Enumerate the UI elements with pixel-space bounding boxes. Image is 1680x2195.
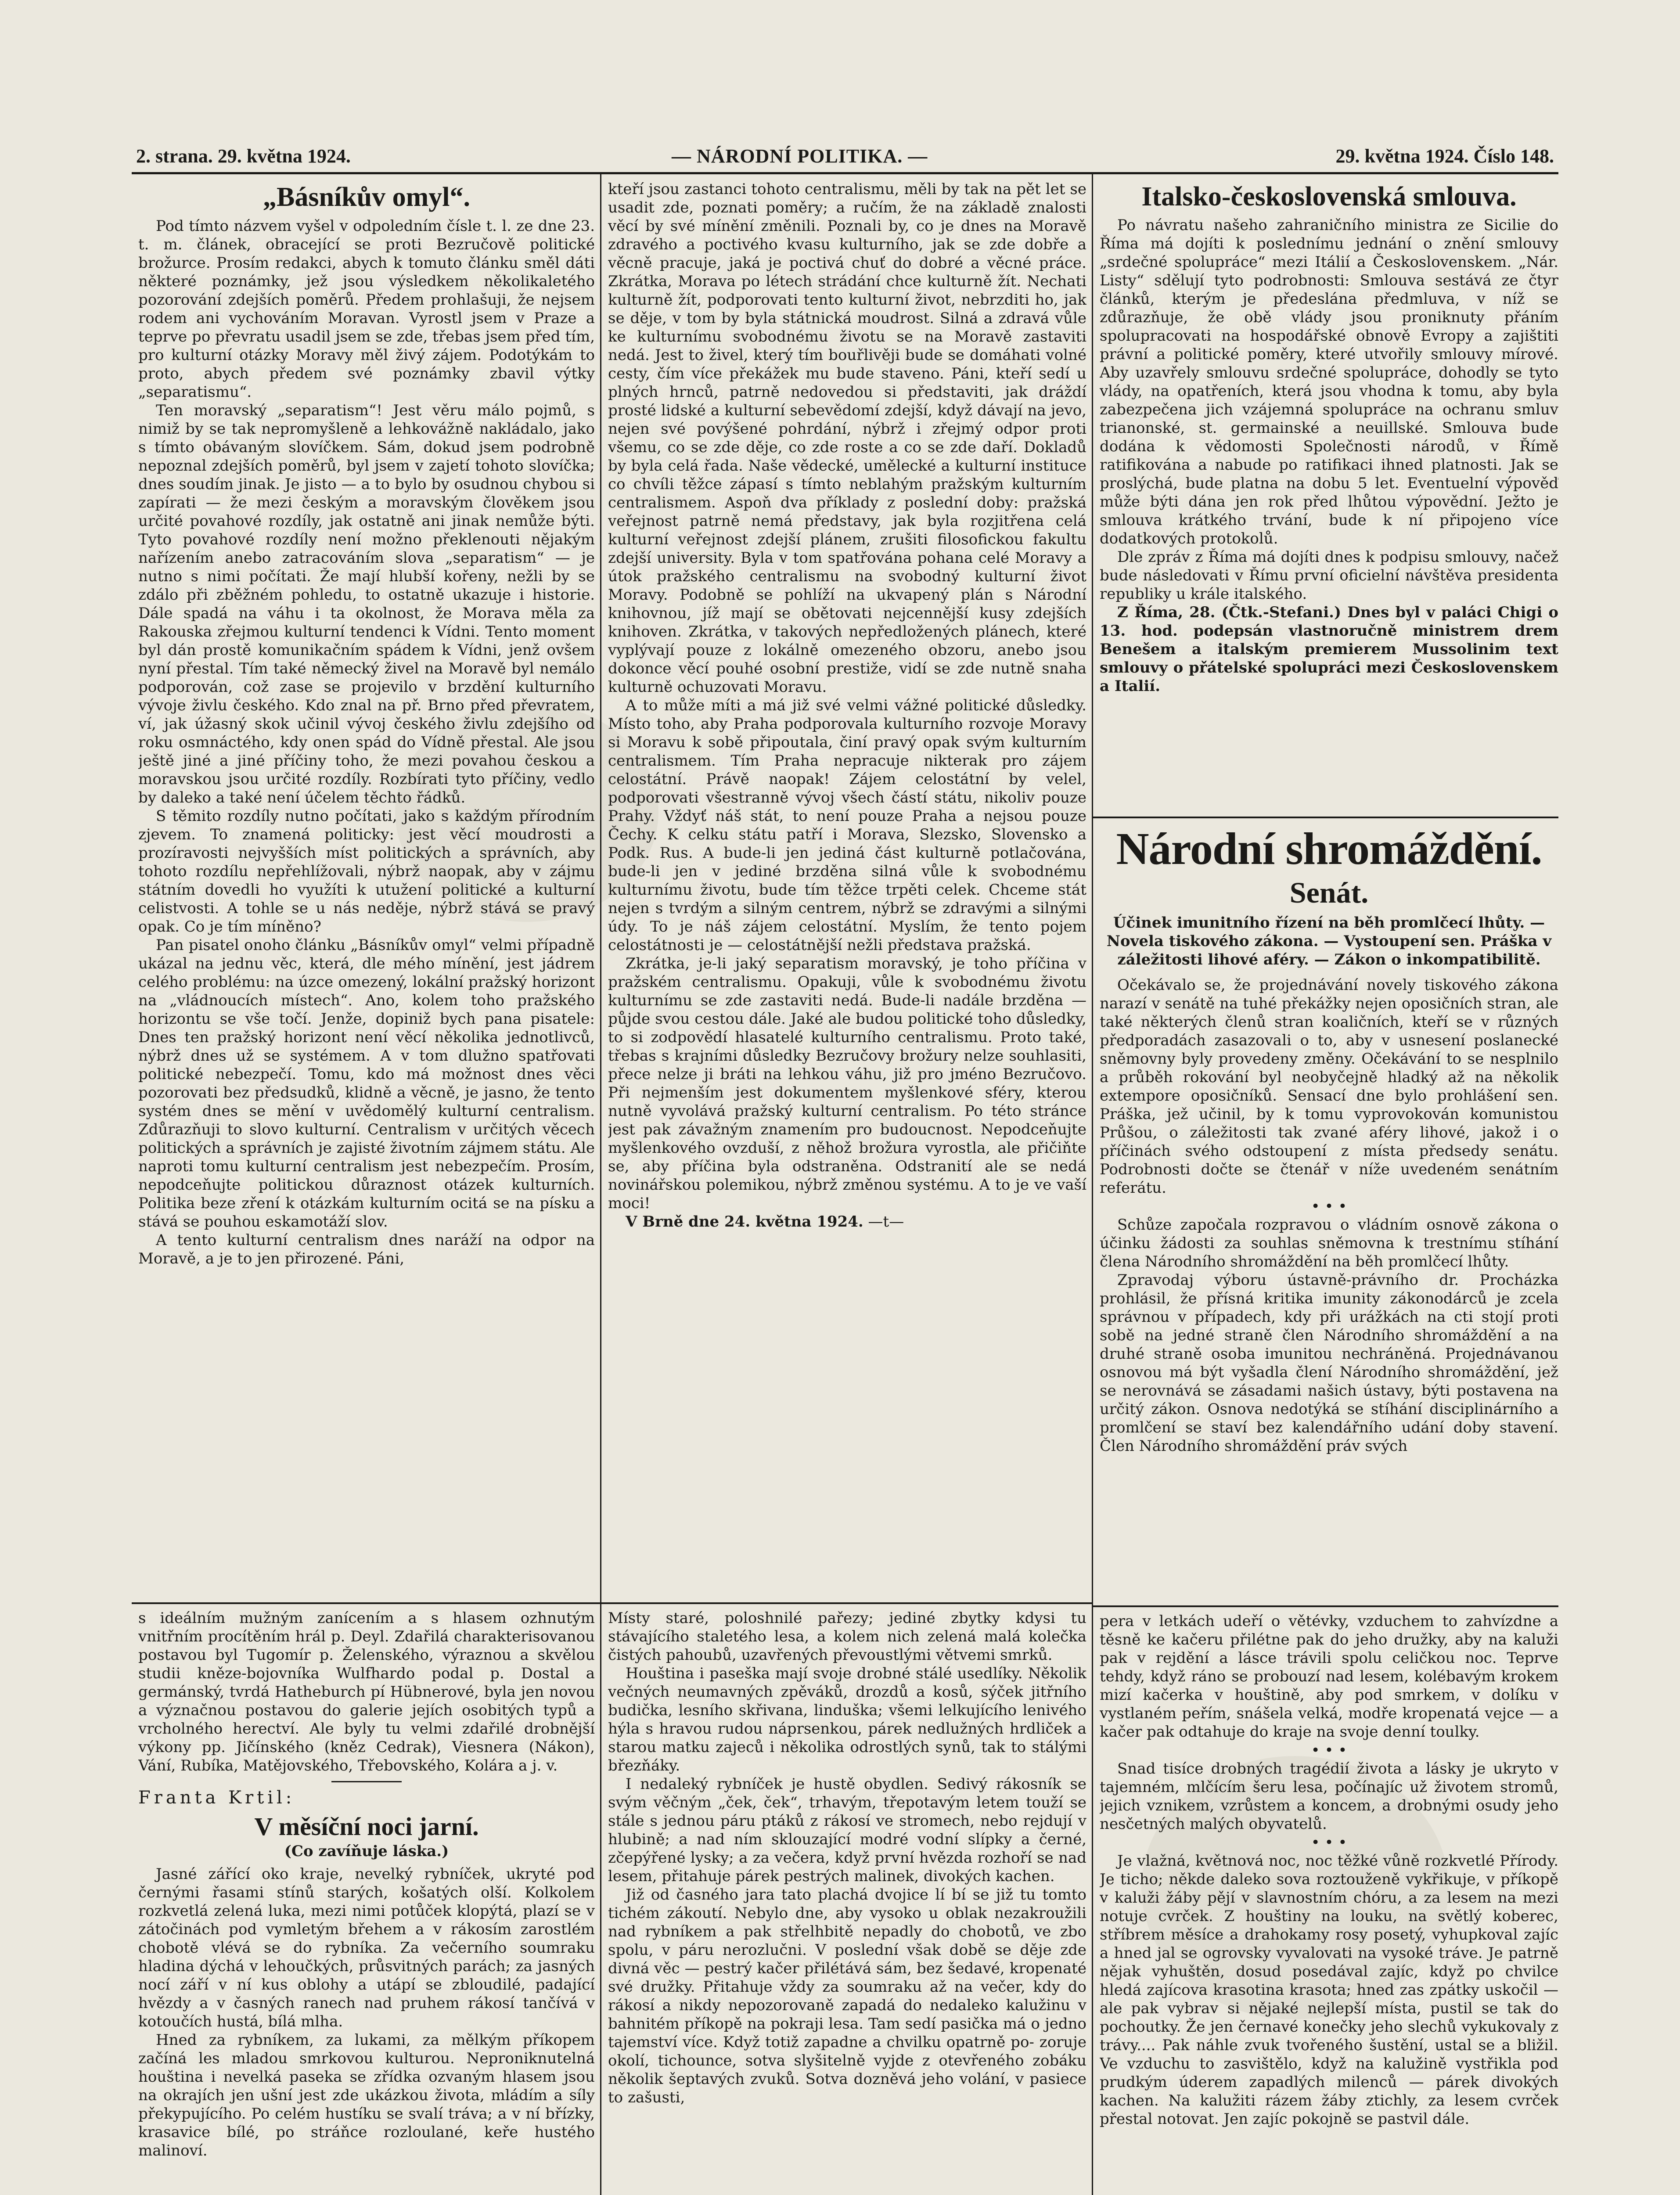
paragraph: s ideálním mužným zanícením a s hlasem ozhnutým vnitřním procítěním hrál p. Deyl. Zdařilá charakterisovanou postavou byl Tugomír p. Želenského, výraznou a skvělou studii kněze-bojovníka Wulfhardo podal p. Dostal a germánský, tvrdá Hatheburch pí Hübnerové, byla jen novou a význačnou postavou do galerie jejích osobitých typů a vrcholného herectví. Ale byly tu velmi zdařilé drobnější výkony pp. Jičínského (kněz Cedrak), Viesnera (Nákon), Vání, Rubíka, Matějovského, Třebovského, Kolára a j. v. bbox=[138, 1609, 595, 1774]
separator bbox=[331, 1781, 402, 1782]
section-rule bbox=[132, 1602, 1092, 1604]
paragraph: Hned za rybníkem, za lukami, za mělkým příkopem začíná les mladou smrkovou kulturou. Neproniknutelná houština i nevelká paseka se zřídka ozvaným hlasem jsou na okrajích jen ušní jest zde ukázkou života, mládím a síly překypujícího. Po celém hustíku se svalí tráva; a v ní břízky, krasavice bílé, po stráňce rozloulané, keře hustého malinoví. bbox=[138, 2031, 595, 2159]
paragraph: Již od časného jara tato plachá dvojice lí bí se již tu tomto tichém zákoutí. Nebylo dne, aby vysoko u oblak nezakroužili nad rybníkem a pak střelhbitě nepadly do chobotů, ve zbo spolu, v páru nerozlučni. V poslední však době se děje zde divná věc — pestrý kačer přilétává sám, bez šedavé, kropenaté své družky. Přitahuje vždy za soumraku až na večer, kdy do rákosí a nikdy nepozorovaně zapadá do nedaleko kalužinu v bahnitém příkopě na pokraji lesa. Tam sedí pasička má o jedno tajemství více. Když totiž zapadne a chvilku opatrně po- zoruje okolí, tichounce, sotva slyšitelně vyjde z otevřeného zobáku několik šeptavých zvuků. Sotva dozněvá jeho volání, v pasiece to zašusti, bbox=[608, 1886, 1086, 2106]
dots-separator: • • • bbox=[1311, 1834, 1347, 1851]
header-date-left: 2. strana. 29. května 1924. bbox=[136, 145, 351, 167]
author: Franta Krtil: bbox=[138, 1788, 295, 1808]
article-smlouva bbox=[1100, 180, 1558, 814]
paragraph: Očekávalo se, že projednávání novely tiskového zákona narazí v senátě na tuhé překážky nejen oposičních stran, ale také některých členů stran koaličních, kteří se v různých předporadách zasazovali o to, aby v usnesení poslanecké sněmovny byly provedeny změny. Očekávání to se nesplnilo a průběh rokování byl neobyčejně hladký až na několik extempore oposičníků. Sensací dne bylo prohlášení sen. Práška, jež učinil, by k tomu vyprovokován komunistou Průšou, o záležitosti tak zvané aféry lihové, jakož i o příčinách svého odstoupení z místa předsedy senátu. Podrobnosti dočte se čtenář v níže uvedeném senátním referátu. bbox=[1100, 976, 1558, 1197]
page-header bbox=[136, 145, 1554, 171]
header-date-right: 29. května 1924. Číslo 148. bbox=[1335, 145, 1554, 167]
paragraph: Dle zpráv z Říma má dojíti dnes k podpisu smlouvy, načež bude následovati v Římu první oficielní návštěva presidenta republiky u krále italského. bbox=[1100, 548, 1558, 603]
header-rule bbox=[132, 172, 1558, 174]
paragraph: Schůze započala rozpravou o vládním osnově zákona o účinku žádosti za souhlas sněmovna k trestnímu stíhání člena Národního shromáždění na běh promlčecí lhůty. bbox=[1100, 1216, 1558, 1270]
feuilleton-col1 bbox=[138, 1609, 595, 2195]
paragraph: pera v letkách udeří o větévky, vzduchem to zahvízdne a těsně ke kačeru přilétne pak do jeho družky, aby na kaluži pak v rejdění a lásce trávili spolu celičkou noc. Teprve tehdy, když ráno se probouzí nad lesem, kolébavým krokem mizí kačerka v houštině, aby pod smrkem, v dolíku v vystlaném peřím, snášela velká, modře kropenatá vejce — a kačer pak odtahuje do kraje na svoje denní toulky. bbox=[1100, 1612, 1558, 1741]
section-rule bbox=[1093, 817, 1558, 818]
feuilleton-subtitle: (Co zavíňuje láska.) bbox=[284, 1842, 449, 1860]
paragraph: Zkrátka, je-li jaký separatism moravský, je toho příčina v pražském centralismu. Opakuji, vůle k svobodnému životu kulturnímu se zde zastaviti nedá. Bude-li nadále brzděna — půjde svou cestou dále. Jaké ale budou politické toho důsledky, to si zodpovědí hlasatelé kulturního centralismu. Proto také, třebas s krajními důsledky Bezručovy brožury nelze souhlasiti, přece nelze ji bráti na lehkou váhu, již pro jméno Bezručovo. Při nejmenším jest dokumentem myšlenkové sféry, kterou nutně vyvolává pražský kulturní centralism. Po této stránce jest pak závažným znamením pro budoucnost. Nepodceňujte myšlenkového ovzduší, z něhož brožura vyrostla, ale přičiňte se, aby příčina byla odstraněna. Odstranití ale se nedá novinářskou polemikou, nýbrž změnou systému. A to je ve vaší moci! bbox=[608, 955, 1086, 1212]
paragraph: S těmito rozdíly nutno počítati, jako s každým přírodním zjevem. To znamená politicky: jest věcí moudrosti a prozíravosti nejvyšších míst politických a správních, aby tohoto rozdílu nepřehlížovali, nýbrž naopak, aby v zájmu státním dovedli ho využíti k utužení politické a kulturní celistvosti. A tohle se u nás neděje, nýbrž stává se pravý opak. Co je tím míněno? bbox=[138, 807, 595, 936]
article-lead: Účinek imunitního řízení na běh promlčecí lhůty. — Novela tiskového zákona. — Vystoupení sen. Práška v záležitosti lihové aféry. — Zákon o inkompatibilitě. bbox=[1106, 914, 1552, 968]
feuilleton-col3 bbox=[1100, 1612, 1558, 2195]
paragraph: Houština i paseška mají svoje drobné stálé usedlíky. Několik večných neumavných zpěváků, drozdů a kosů, sýček jitřního budička, lesního skřivana, linduška; všemi lelkujícího lenivého hýla s hravou rudou náprsenkou, párek nedlužných hrdliček a starou matku zajeců i několika odrostlých synů, tak to stálými březňáky. bbox=[608, 1665, 1086, 1774]
paragraph: Z Říma, 28. (Čtk.-Stefani.) Dnes byl v paláci Chigi o 13. hod. podepsán vlastnoručně ministrem drem Benešem a italským premierem Mussolinim text smlouvy o přátelské spolupráci mezi Československem a Italií. bbox=[1100, 604, 1558, 695]
paragraph: Snad tisíce drobných tragédií života a lásky je ukryto v tajemném, mlčícím šeru lesa, počínajíc už životem stromů, jejich vznikem, vzrůstem a koncem, a drobnými osudy jeho nesčetných malých obyvatelů. bbox=[1100, 1760, 1558, 1833]
column-divider bbox=[600, 174, 601, 2195]
paragraph: Po návratu našeho zahraničního ministra ze Sicilie do Říma má dojíti k poslednímu jednání o znění smlouvy „srdečné spolupráce“ mezi Itálií a Československem. „Nár. Listy“ sdělují tyto podrobnosti: Smlouva sestává ze čtyr článků, kterým je předeslána předmluva, v níž se zdůrazňuje, že obě vlády jsou proniknuty přáním spolupracovati na hospodářské obnově Evropy a zajištiti právní a politické poměry, které utvořily smlouvy mírové. Aby uzavřely smlouvu srdečné spolupráce, dohodly se tyto vlády, na opatřeních, která jsou vhodna k tomu, aby byla zabezpečena jich vzájemná spolupráce na ochranu smluv trianonské, st. germainské a neuillské. Smlouva bude dodána k vědomosti Společnosti národů, v Římě ratifikována a nabude po ratifikaci ihned platnosti. Jak se proslýchá, bude platna na dobu 5 let. Eventuelní výpověď může býti dána jen rok před lhůtou výpovědní. Ježto je smlouva krátkého trvání, bude k ní připojeno více dodatkových protokolů. bbox=[1100, 216, 1558, 547]
signature: —t— bbox=[868, 1213, 904, 1231]
article-shromazdeni bbox=[1100, 823, 1558, 1602]
feuilleton-title: V měsíční noci jarní. bbox=[254, 1812, 479, 1841]
article-title: Italsko-československá smlouva. bbox=[1141, 182, 1517, 212]
section-rule bbox=[1093, 1605, 1558, 1607]
paragraph: Je vlažná, květnová noc, noc těžké vůně rozkvetlé Přírody. Je ticho; někde daleko sova roztouženě vykřikuje, v příkopě v kaluži žáby pějí v slavnostním chóru, a za lesem na mezi notuje cvrček. Z houštiny na louku, na světlý koberec, stříbrem měsíce a drahokamy rosy posetý, vyhupkoval zajíc a hned jal se ogrovsky vyvalovati na vysoké tráve. Je patrně nějak vyhuštěn, dosud posedával zajíc, když po chvilce hledá zajícova krasotina krasota; hned zas zpátky uskočil — ale pak vybrav si nějaké nejlepší místa, pustil se tak do pochoutky. Že jen černavé konečky jeho slechů vykukovaly z trávy.... Pak náhle zvuk tvořeného šustění, ustal se a bližil. Ve vzduchu to zasvištělo, když na kalužině vystřikla pod prudkým úderem zapadlých milenců — párek divokých kachen. Na kalužiti rázem žáby ztichly, za lesem cvrček přestal notovat. Jen zajíc pokojně se pastvil dále. bbox=[1100, 1852, 1558, 2128]
section-title: Senát. bbox=[1289, 876, 1369, 909]
article-basnik-col2 bbox=[608, 180, 1086, 1600]
paragraph: Jasné zářící oko kraje, nevelký rybníček, ukryté pod černými řasami stínů starých, košatých olší. Kolkolem rozkvetlá zelená luka, mezi nimi potůček klopýtá, plazí se v zátočinách pod vymletým břehem a v rákosím zarostlém chobotě vlévá se do rybníka. Za večerního soumraku hladina dýchá v lehoučkých, průsvitných parách; za jasných nocí září v ní kus oblohy a utápí se zbloudilé, padající hvězdy a v časných ranech nad pruhem rákosí tančívá v kotoučích hustá, bílá mlha. bbox=[138, 1865, 595, 2030]
paragraph: I nedaleký rybníček je hustě obydlen. Sedivý rákosník se svým věčným „ček, ček“, trhavým, třepotavým letem touží se stále s jednou páru ptáků z rákosí ve stromech, nebo rejdují v hlubině; a nad ním sklouzající modré vodní slípky a černé, zčepýřené lysky; a za večera, když první hvězda rozhoří se nad lesem, přitahuje párek pestrých malinek, divokých kachen. bbox=[608, 1775, 1086, 1885]
article-basnik-col1 bbox=[138, 180, 595, 1600]
masthead: — NÁRODNÍ POLITIKA. — bbox=[672, 145, 928, 167]
article-title: Národní shromáždění. bbox=[1116, 824, 1542, 874]
dots-separator: • • • bbox=[1311, 1742, 1347, 1759]
dateline: V Brně dne 24. května 1924. —t— bbox=[626, 1213, 904, 1231]
paragraph: A to může míti a má již své velmi vážné politické důsledky. Místo toho, aby Praha podporovala kulturního rozvoje Moravy si Moravu k sobě připoutala, činí pravý opak svým kulturním centralismem. Tím Praha nepracuje nikterak pro zájem celostátní. Právě naopak! Zájem celostátní by velel, podporovati všestranně vývoj všech částí státu, nikoliv pouze Prahy. Vždyť náš stát, to není pouze Praha a nejsou pouze Čechy. K celku státu patří i Morava, Slezsko, Slovensko a Podk. Rus. A bude-li jen jediná část kulturně potlačována, bude-li jen v jediné brzděna silná vůle k svobodnému kulturnímu životu, bude tím těžce trpěti celek. Chceme stát nejen s tvrdým a silným centrem, nýbrž se zdravými a silnými údy. To je náš zájem celostátní. Myslím, že tento pojem celostátnosti je — celostátnější nežli představa pražská. bbox=[608, 697, 1086, 954]
feuilleton-col2 bbox=[608, 1609, 1086, 2195]
paragraph: Zpravodaj výboru ústavně-právního dr. Procházka prohlásil, že přísná kritika imunity zákonodárců je zcela správnou v případech, kdy při urážkách na cti stojí proti sobě na jedné straně člen Národního shromáždění a na druhé straně osoba imunitou nechráněná. Projednávanou osnovou má být vyšadla člení Národního shromáždění, jež se nerovnává se zásadami našich ústavy, býti postavena na určitý zákon. Osnova nedotýká se stíhání disciplinárního a promlčení se staví bez kalendářního udání doby stavení. Člen Národního shromáždění práv svých bbox=[1100, 1271, 1558, 1455]
paragraph: Ten moravský „separatism“! Jest věru málo pojmů, s nimiž by se tak nepromyšleně a lehkovážně nakládalo, jako s tímto obávaným slovíčkem. Sám, dokud jsem podrobně nepoznal zdejších poměrů, byl jsem v zajetí tohoto slovíčka; dnes soudím jinak. Je jisto — a to bylo by osudnou chybou si zapírati — že mezi českým a moravským člověkem jsou určité povahové rozdíly, jak ostatně ani jinak nemůže býti. Tyto povahové rozdíly není možno překlenouti nějakým nařízením anebo zatracováním slova „separatism“ — je nutno s nimi počítati. Že mají hlubší kořeny, nežli by se zdálo při zběžném pohledu, to ostatně ukazuje i historie. Dále spadá na váhu i ta okolnost, že Morava měla za Rakouska zřejmou kulturní tendenci k Vídni. Tento moment byl dán prostě komunikačním spádem k Vídni, jenž ovšem nyní přestal. Tím také německý živel na Moravě byl nemálo podporován, což zase se projevilo v brzdění kulturního vývoje živlu českého. Kdo znal na př. Brno před převratem, ví, jak úžasný skok učinil vývoj českého živlu zdejšího od roku osmnáctého, kdy onen spád do Vídně přestal. Ale jsou ještě jiné a jiné příčiny toho, že mezi povahou českou a moravskou jsou určité rozdíly. Rozbírati tyto příčiny, vedlo by daleko a také není účelem těchto řádků. bbox=[138, 402, 595, 806]
paragraph: Pan pisatel onoho článku „Básníkův omyl“ velmi případně ukázal na jednu věc, která, dle mého mínění, jest jádrem celého problému: na úzce omezený, lokální pražský horizont na „vládnoucích místech“. Ano, kolem toho pražského horizontu se vše točí. Jenže, dopiniž bych pana pisatele: Dnes ten pražský horizont není věcí několika jednotlivců, nýbrž dnes už se systémem. A v tom dlužno spatřovati politické nebezpečí. Tomu, kdo má možnost dnes věci pozorovati bez předsudků, klidně a věcně, je jasno, že tento systém dnes se mění v uvědomělý kulturní centralism. Zdůrazňuji to slovo kulturní. Centralism v určitých věcech politických a správních je zajisté životním zájmem státu. Ale naproti tomu kulturní centralism jest nebezpečím. Prosím, nepodceňujte politickou důraznost otázek kulturních. Politika beze zření k otázkám kulturním ocitá se na písku a stává se pouhou eskamotáží slov. bbox=[138, 936, 595, 1231]
paragraph: Pod tímto názvem vyšel v odpoledním čísle t. l. ze dne 23. t. m. článek, obracející se proti Bezručově politické brožurce. Prosím redakci, abych k tomuto článku směl dáti některé poznámky, jež jsou výsledkem několikaletého pozorování zdejších poměrů. Předem prohlašuji, že nejsem rodem ani vychováním Moravan. Vyrostl jsem v Praze a teprve po převratu usadil jsem se zde, třebas jsem před tím, pro kulturní otázky Moravy měl živý zájem. Podotýkám to proto, abych předem své poznámky zbavil výtky „separatismu“. bbox=[138, 217, 595, 401]
dots-separator: • • • bbox=[1311, 1198, 1347, 1215]
paragraph: A tento kulturní centralism dnes naráží na odpor na Moravě, a je to jen přirozené. Páni, bbox=[138, 1231, 595, 1267]
paragraph: Místy staré, poloshnilé pařezy; jediné zbytky kdysi tu stávajícího staletého lesa, a kolem nich zelená malá kolečka čistých pahoubů, uzavřených převoustlými větvemi smrků. bbox=[608, 1609, 1086, 1664]
article-title: „Básníkův omyl“. bbox=[263, 182, 471, 212]
column-divider bbox=[1092, 174, 1093, 2195]
paragraph: kteří jsou zastanci tohoto centralismu, měli by tak na pět let se usadit zde, poznati poměry; a ručím, že na základě znalosti věcí by své mínění změnili. Poznali by, co je dnes na Moravě zdravého a poctivého kvasu kulturního, jak se zde dobře a věcně pracuje, jaká je poctivá chuť do dobré a věcné práce. Zkrátka, Morava po létech strádání chce kulturně žít. Nechati kulturně žít, podporovati tento kulturní život, nebrzditi ho, jak se děje, v tom by byla státnická moudrost. Silná a zdravá vůle ke kulturnímu svobodnému životu se na Moravě zastaviti nedá. Jest to živel, který tím bouřlivěji bude se domáhati volné cesty, čím více překážek mu bude staveno. Páni, kteří sedí u plných hrnců, patrně nedovedou si představiti, jak dráždí prosté lidské a kulturní sebevědomí zdejší, když dávají na jevo, nejen své povýšené pohrdání, nýbrž i zřejmý odpor proti všemu, co se zde děje, co zde roste a co se zde daří. Dokladů by byla celá řada. Naše vědecké, umělecké a kulturní instituce co chvíli těžce zápasí s tímto neblahým pražským kulturním centralismem. Aspoň dva příklady z poslední doby: pražská veřejnost patrně nemá představy, jak byla rozjitřena celá kulturní veřejnost zdejší plánem, zrušiti filosofickou fakultu zdejší university. Byla v tom spatřována pohana celé Moravy a útok pražského centralismu na svobodný kulturní život Moravy. Podobně se pohlíží na ukvapený plán s Národní knihovnou, jíž mají se obětovati nejcennější kusy zdejších knihoven. Zkrátka, v takových nepředložených plánech, které vyplývají pouze z lokálně omezeného obzoru, anebo jsou dokonce věcí pouhé osobní prestiže, vidí se zde nutně snaha kulturně ochuzovati Moravu. bbox=[608, 180, 1086, 696]
